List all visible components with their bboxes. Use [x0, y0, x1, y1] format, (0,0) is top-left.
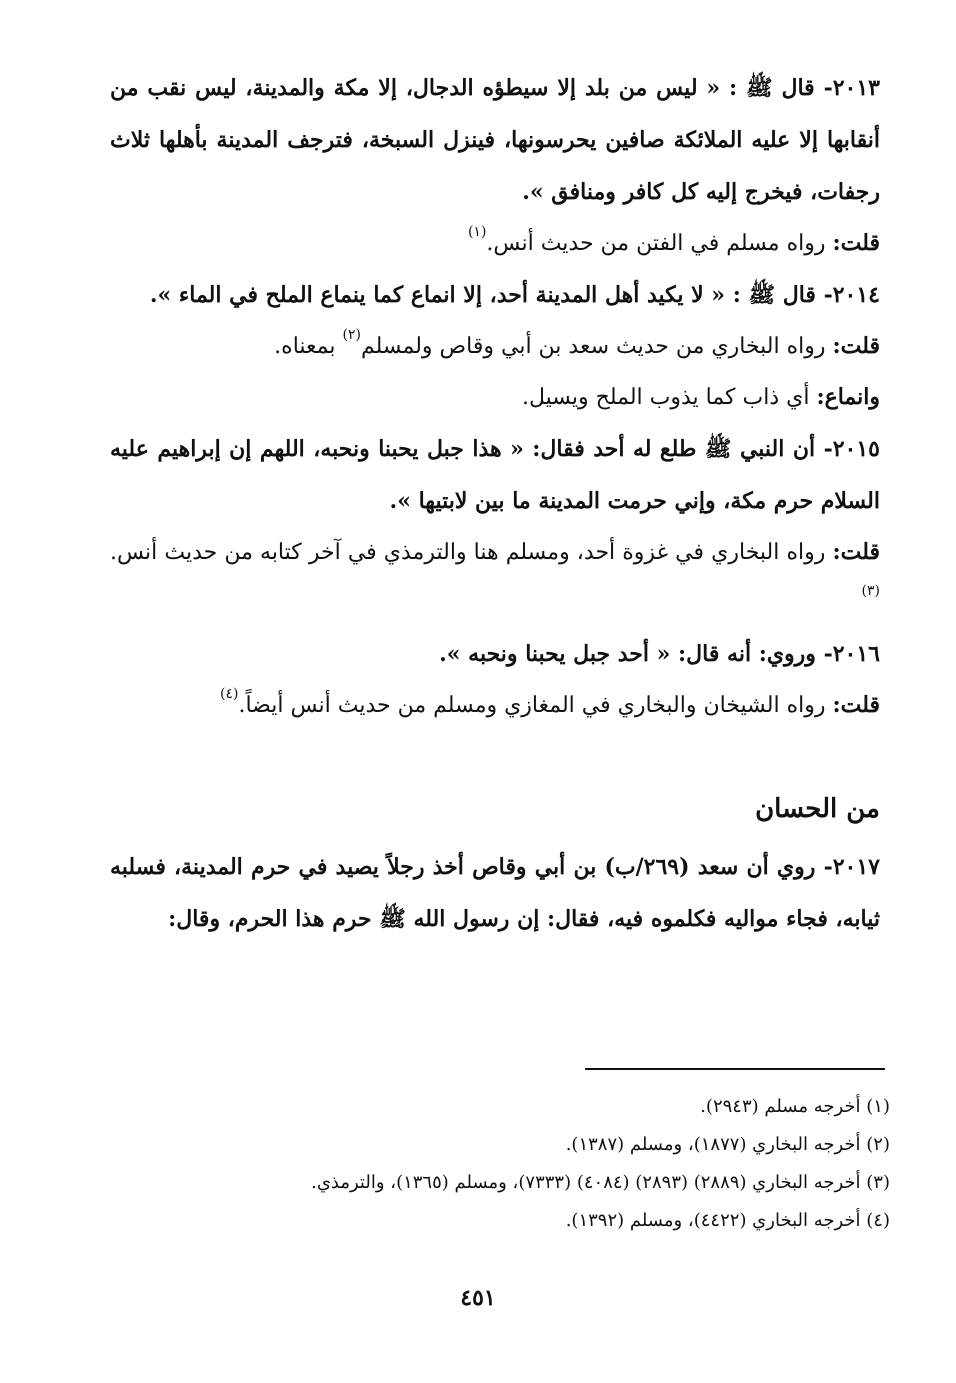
- definition-inmaa: [110, 372, 880, 423]
- hadith-2016: [110, 628, 880, 680]
- hadith-number: ٢٠١٥-: [823, 436, 880, 462]
- hadith-number: ٢٠١٤-: [823, 282, 880, 308]
- hadith-text: وروي: أنه قال: « أحد جبل يحبنا ونحبه ».: [439, 641, 824, 667]
- footnote-1: (١) أخرجه مسلم (٢٩٤٣).: [700, 1096, 890, 1117]
- hadith-2015: [110, 423, 880, 527]
- hadith-number: ٢٠١٣-: [823, 75, 880, 101]
- note-2015: [110, 527, 880, 628]
- hadith-number: ٢٠١٧-: [823, 854, 880, 880]
- note-label: قلت:: [832, 539, 880, 565]
- definition-text: أي ذاب كما يذوب الملح ويسيل.: [521, 385, 817, 410]
- footnote-ref: (٢): [342, 327, 361, 343]
- note-text: رواه البخاري من حديث سعد بن أبي وقاص ولمسلم: [360, 334, 833, 359]
- hadith-2017: [110, 841, 880, 945]
- section-heading: من الحسان: [755, 794, 880, 824]
- hadith-text: قال ﷺ : « لا يكيد أهل المدينة أحد، إلا انماع كما ينماع الملح في الماء ».: [149, 282, 824, 308]
- note-label: قلت:: [832, 333, 880, 359]
- footnote-2: (٢) أخرجه البخاري (١٨٧٧)، ومسلم (١٣٨٧).: [565, 1134, 890, 1155]
- hadith-2014: [110, 269, 880, 321]
- definition-label: وانماع:: [816, 384, 880, 410]
- note-text: رواه البخاري في غزوة أحد، ومسلم هنا والترمذي في آخر كتابه من حديث أنس.: [110, 540, 833, 565]
- note-text: رواه الشيخان والبخاري في المغازي ومسلم من حديث أنس أيضاً.: [238, 693, 833, 718]
- hadith-2013: [110, 62, 880, 218]
- note-2014: [110, 321, 880, 372]
- hadith-text: أن النبي ﷺ طلع له أحد فقال: « هذا جبل يحبنا ونحبه، اللهم إن إبراهيم عليه السلام حرم مكة، وإني حرمت المدينة ما بين لابتيها ».: [110, 436, 880, 514]
- page-body: [110, 62, 880, 945]
- hadith-text: روي أن سعد (٢٦٩/ب) بن أبي وقاص أخذ رجلاً يصيد في حرم المدينة، فسلبه ثيابه، فجاء مواليه فكلموه فيه، فقال: إن رسول الله ﷺ حرم هذا الحرم، وقال:: [110, 854, 880, 932]
- footnote-ref: (١): [467, 224, 487, 240]
- hadith-number: ٢٠١٦-: [823, 641, 880, 667]
- footnotes: [200, 1088, 890, 1240]
- footnote-ref: (٤): [220, 686, 239, 702]
- footnote-4: (٤) أخرجه البخاري (٤٤٢٢)، ومسلم (١٣٩٢).: [565, 1210, 890, 1231]
- footnote-divider: [585, 1068, 885, 1070]
- footnote-3: (٣) أخرجه البخاري (٢٨٨٩) (٢٨٩٣) (٤٠٨٤) (٧٣٣٣)، ومسلم (١٣٦٥)، والترمذي.: [311, 1172, 890, 1193]
- note-text-after: بمعناه.: [274, 334, 343, 359]
- page-number: ٤٥١: [460, 1285, 496, 1311]
- note-2013: [110, 218, 880, 269]
- note-2016: [110, 680, 880, 731]
- hadith-text: قال ﷺ : « ليس من بلد إلا سيطؤه الدجال، إلا مكة والمدينة، ليس نقب من أنقابها إلا عليه الملائكة صافين يحرسونها، فينزل السبخة، فترجف المدينة بأهلها ثلاث رجفات، فيخرج إليه كل كافر ومنافق ».: [110, 75, 880, 205]
- note-label: قلت:: [832, 692, 880, 718]
- note-label: قلت:: [832, 230, 880, 256]
- note-text: رواه مسلم في الفتن من حديث أنس.: [486, 231, 833, 256]
- footnote-ref: (٣): [861, 583, 880, 599]
